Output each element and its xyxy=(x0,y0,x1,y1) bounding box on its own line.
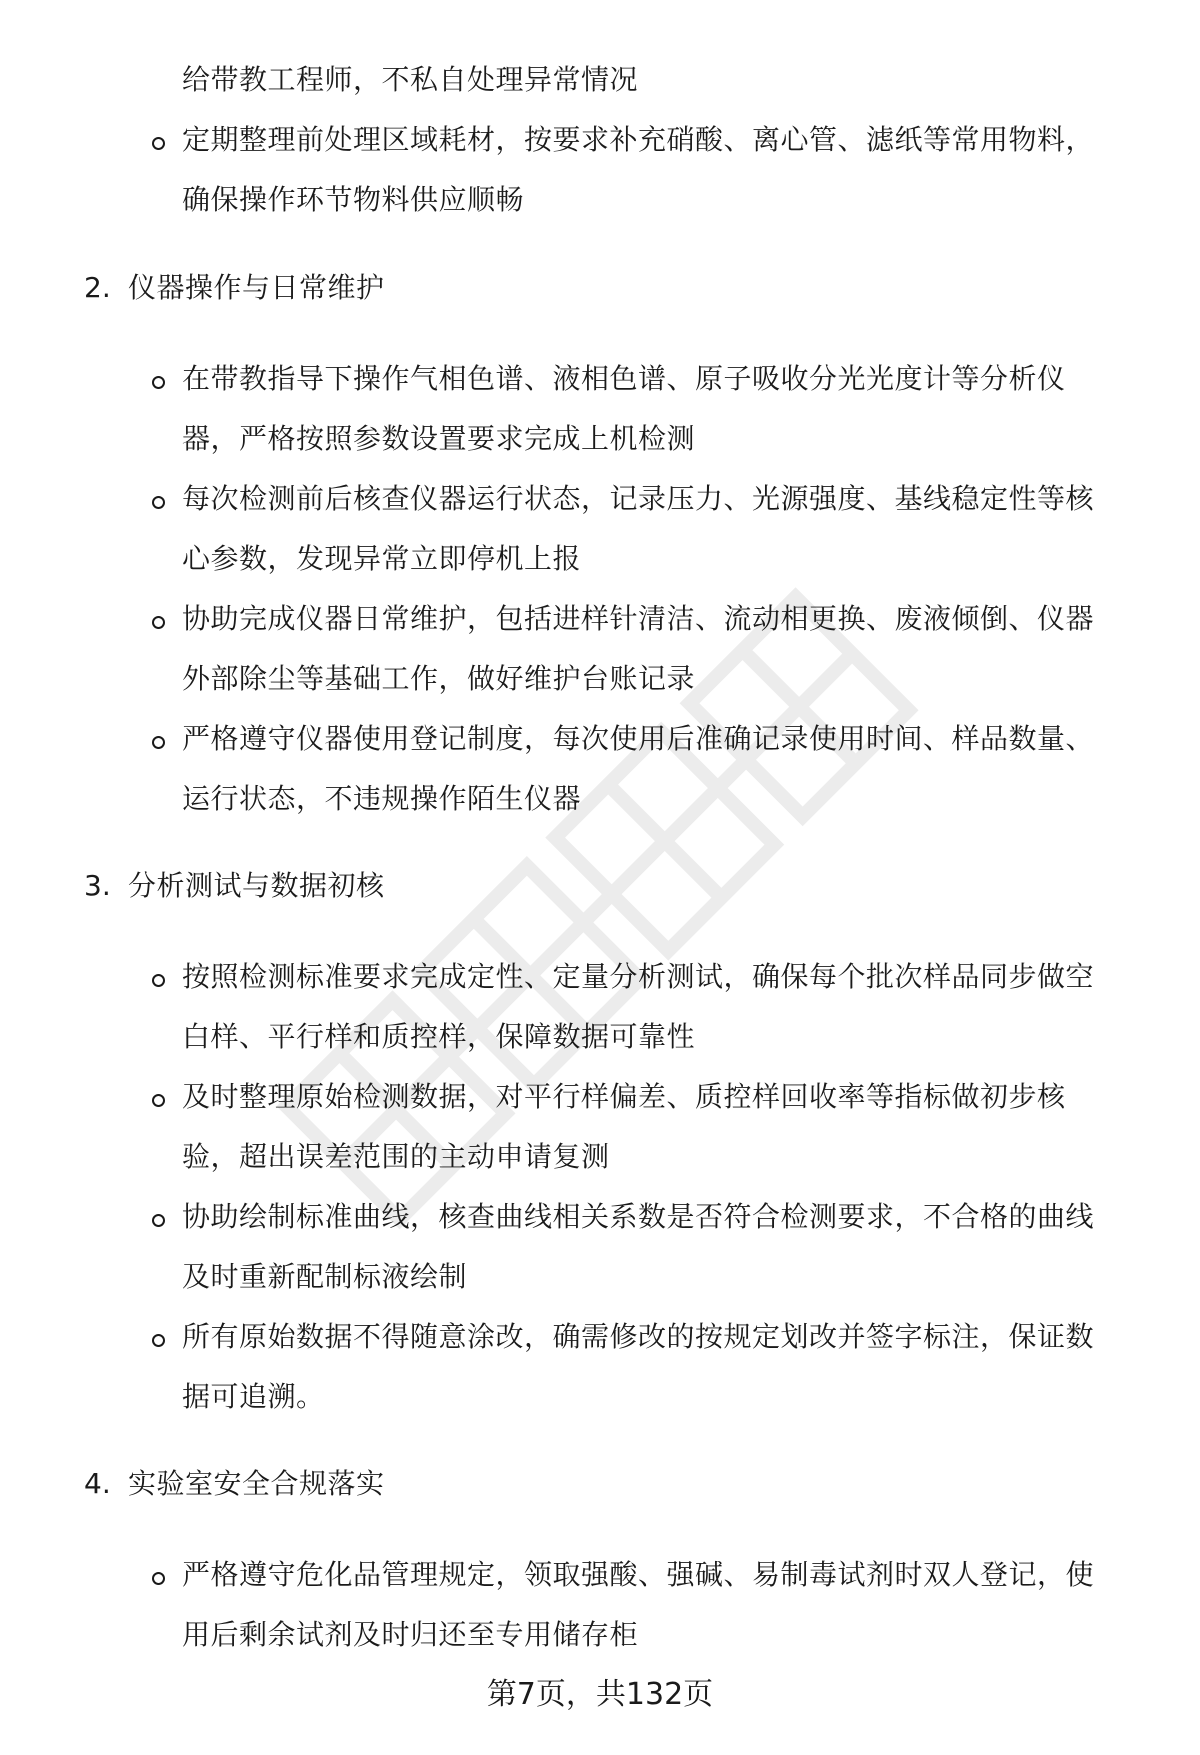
body-text-line: 白样、平行样和质控样，保障数据可靠性 xyxy=(182,1020,696,1053)
body-text-line: 协助绘制标准曲线，核查曲线相关系数是否符合检测要求，不合格的曲线 xyxy=(182,1200,1095,1233)
bullet-circle-icon xyxy=(152,1214,165,1227)
body-text-line: 定期整理前处理区域耗材，按要求补充硝酸、离心管、滤纸等常用物料， xyxy=(182,123,1095,156)
body-text-line: 运行状态，不违规操作陌生仪器 xyxy=(182,782,582,815)
body-text-line: 每次检测前后核查仪器运行状态，记录压力、光源强度、基线稳定性等核 xyxy=(182,482,1095,515)
section-number: 2. xyxy=(84,271,111,304)
body-text-line: 及时重新配制标液绘制 xyxy=(182,1260,468,1293)
body-text-line: 验，超出误差范围的主动申请复测 xyxy=(182,1140,610,1173)
body-text-line: 所有原始数据不得随意涂改，确需修改的按规定划改并签字标注，保证数 xyxy=(182,1320,1095,1353)
body-text-line: 严格遵守仪器使用登记制度，每次使用后准确记录使用时间、样品数量、 xyxy=(182,722,1095,755)
body-text-line: 在带教指导下操作气相色谱、液相色谱、原子吸收分光光度计等分析仪 xyxy=(182,362,1066,395)
bullet-circle-icon xyxy=(152,376,165,389)
body-text-line: 据可追溯。 xyxy=(182,1380,325,1413)
section-number: 4. xyxy=(84,1467,111,1500)
body-text-line: 器，严格按照参数设置要求完成上机检测 xyxy=(182,422,696,455)
bullet-circle-icon xyxy=(152,496,165,509)
bullet-circle-icon xyxy=(152,137,165,150)
body-text-line: 协助完成仪器日常维护，包括进样针清洁、流动相更换、废液倾倒、仪器 xyxy=(182,602,1095,635)
body-text-line: 按照检测标准要求完成定性、定量分析测试，确保每个批次样品同步做空 xyxy=(182,960,1095,993)
body-text-line: 确保操作环节物料供应顺畅 xyxy=(182,183,525,216)
section-heading: 分析测试与数据初核 xyxy=(128,869,385,902)
page-number-footer: 第7页，共132页 xyxy=(486,1677,714,1712)
bullet-circle-icon xyxy=(152,1572,165,1585)
body-text-line: 给带教工程师，不私自处理异常情况 xyxy=(182,63,639,96)
bullet-circle-icon xyxy=(152,974,165,987)
body-text-line: 及时整理原始检测数据，对平行样偏差、质控样回收率等指标做初步核 xyxy=(182,1080,1066,1113)
body-text-line: 心参数，发现异常立即停机上报 xyxy=(182,542,582,575)
section-heading: 仪器操作与日常维护 xyxy=(128,271,385,304)
bullet-circle-icon xyxy=(152,736,165,749)
body-text-line: 用后剩余试剂及时归还至专用储存柜 xyxy=(182,1618,639,1651)
body-text-line: 外部除尘等基础工作，做好维护台账记录 xyxy=(182,662,696,695)
section-number: 3. xyxy=(84,869,111,902)
bullet-circle-icon xyxy=(152,616,165,629)
section-heading: 实验室安全合规落实 xyxy=(128,1467,385,1500)
body-text-line: 严格遵守危化品管理规定，领取强酸、强碱、易制毒试剂时双人登记，使 xyxy=(182,1558,1095,1591)
bullet-circle-icon xyxy=(152,1334,165,1347)
bullet-circle-icon xyxy=(152,1094,165,1107)
